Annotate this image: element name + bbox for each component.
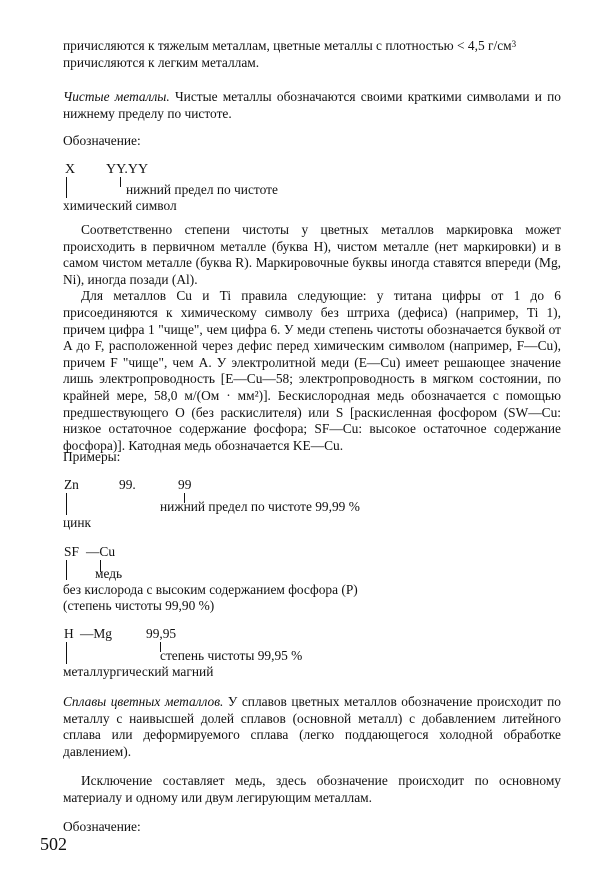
example1-label: цинк [63,515,92,530]
example3-label: металлургический магний [63,664,214,679]
body-paragraph-2: Для металлов Cu и Ti правила следующие: у титана цифры от 1 до 6 присоединяются к химическому символу без штриха (дефиса) (например, Ti 1), причем цифра 1 "чище", чем цифра 6. У меди степень чистоты обозначается буквой от A до F, расположенной через дефис перед химическим символом (например, F—Cu), причем F "чище", чем A. У электролитной меди (E—Cu) имеет решающее значение лишь электропроводность [E—Cu—58; электропроводность в мягком состоянии, по крайней мере, 58,0 м/(Ом · мм²)]. Бескислородная медь обозначается с помощью предшествующего O (без раскислителя) или S [раскисленная фосфором (SW—Cu: низкое остаточное содержание фосфора; SF—Cu: высокое остаточное содержание фосфора)]. Катодная медь обозначается KE—Cu. [63,288,561,453]
alloys-text: У сплавов цветных металлов обозначение происходит по металлу с наивысшей долей сплавов (основной металл) с добавлением литейного сплава или деформируемого сплава (легко поддающегося холодной обработке давлением). [63,694,561,759]
alloys-heading: Сплавы цветных металлов. [63,694,224,709]
chem-symbol-label: химический символ [63,198,177,213]
example2-prefix: SF [64,544,79,559]
body-paragraph-1: Соответственно степени чистоты у цветных металлов маркировка может происходить в первичном металле (буква H), чистом металле (нет маркировки) и в самом чистом металле (буква R). Маркировочные буквы иногда ставятся впереди (Mg, Ni), иногда позади (Al). [63,222,561,287]
page-number: 502 [40,834,67,854]
body-text [63,222,561,454]
example1-pointer-line-1 [66,493,67,515]
exception-text: Исключение составляет медь, здесь обозначение происходит по основному материалу и одному или двум легирующим металлам. [63,773,561,805]
intro-line-1: причисляются к тяжелым металлам, цветные металлы с плотностью < 4,5 г/см [63,38,512,53]
example3-symbol: H [64,626,74,641]
example1-symbol: Zn [64,477,79,492]
lower-limit-label: нижний предел по чистоте [126,182,278,197]
example3-mg: —Mg [80,626,112,641]
designation-label-1: Обозначение: [63,133,141,148]
example2-copper: медь [95,566,123,581]
pure-metals-heading: Чистые металлы. [63,89,170,104]
example1-num1: 99. [119,477,136,492]
intro-line-2: причисляются к легким металлам. [63,54,260,70]
example2-cu: —Cu [86,544,116,559]
intro-superscript: 3 [511,39,517,49]
pure-metals-paragraph [63,89,561,122]
designation-value: YY.YY [106,162,149,177]
example2-line1: без кислорода с высоким содержанием фосфора (P) [63,582,358,597]
designation-pointer-line-1 [66,177,67,198]
pure-metals-text: Чистые металлы обозначаются своими краткими символами и по нижнему пределу по чистоте. [63,89,561,121]
example3-pointer-line-1 [66,642,67,664]
example3-purity: степень чистоты 99,95 % [160,648,303,663]
exception-paragraph [63,773,561,806]
designation-symbol: X [65,162,76,177]
examples-label: Примеры: [63,449,121,464]
example3-num: 99,95 [146,626,177,641]
example2-line2: (степень чистоты 99,90 %) [63,598,215,613]
designation-pointer-line-2 [120,177,121,187]
example2-pointer-line-1 [66,560,67,580]
designation-label-2: Обозначение: [63,819,141,834]
intro-paragraph [63,38,561,71]
alloys-paragraph [63,694,561,760]
example1-num2: 99 [178,477,192,492]
example1-desc: нижний предел по чистоте 99,99 % [160,499,360,514]
